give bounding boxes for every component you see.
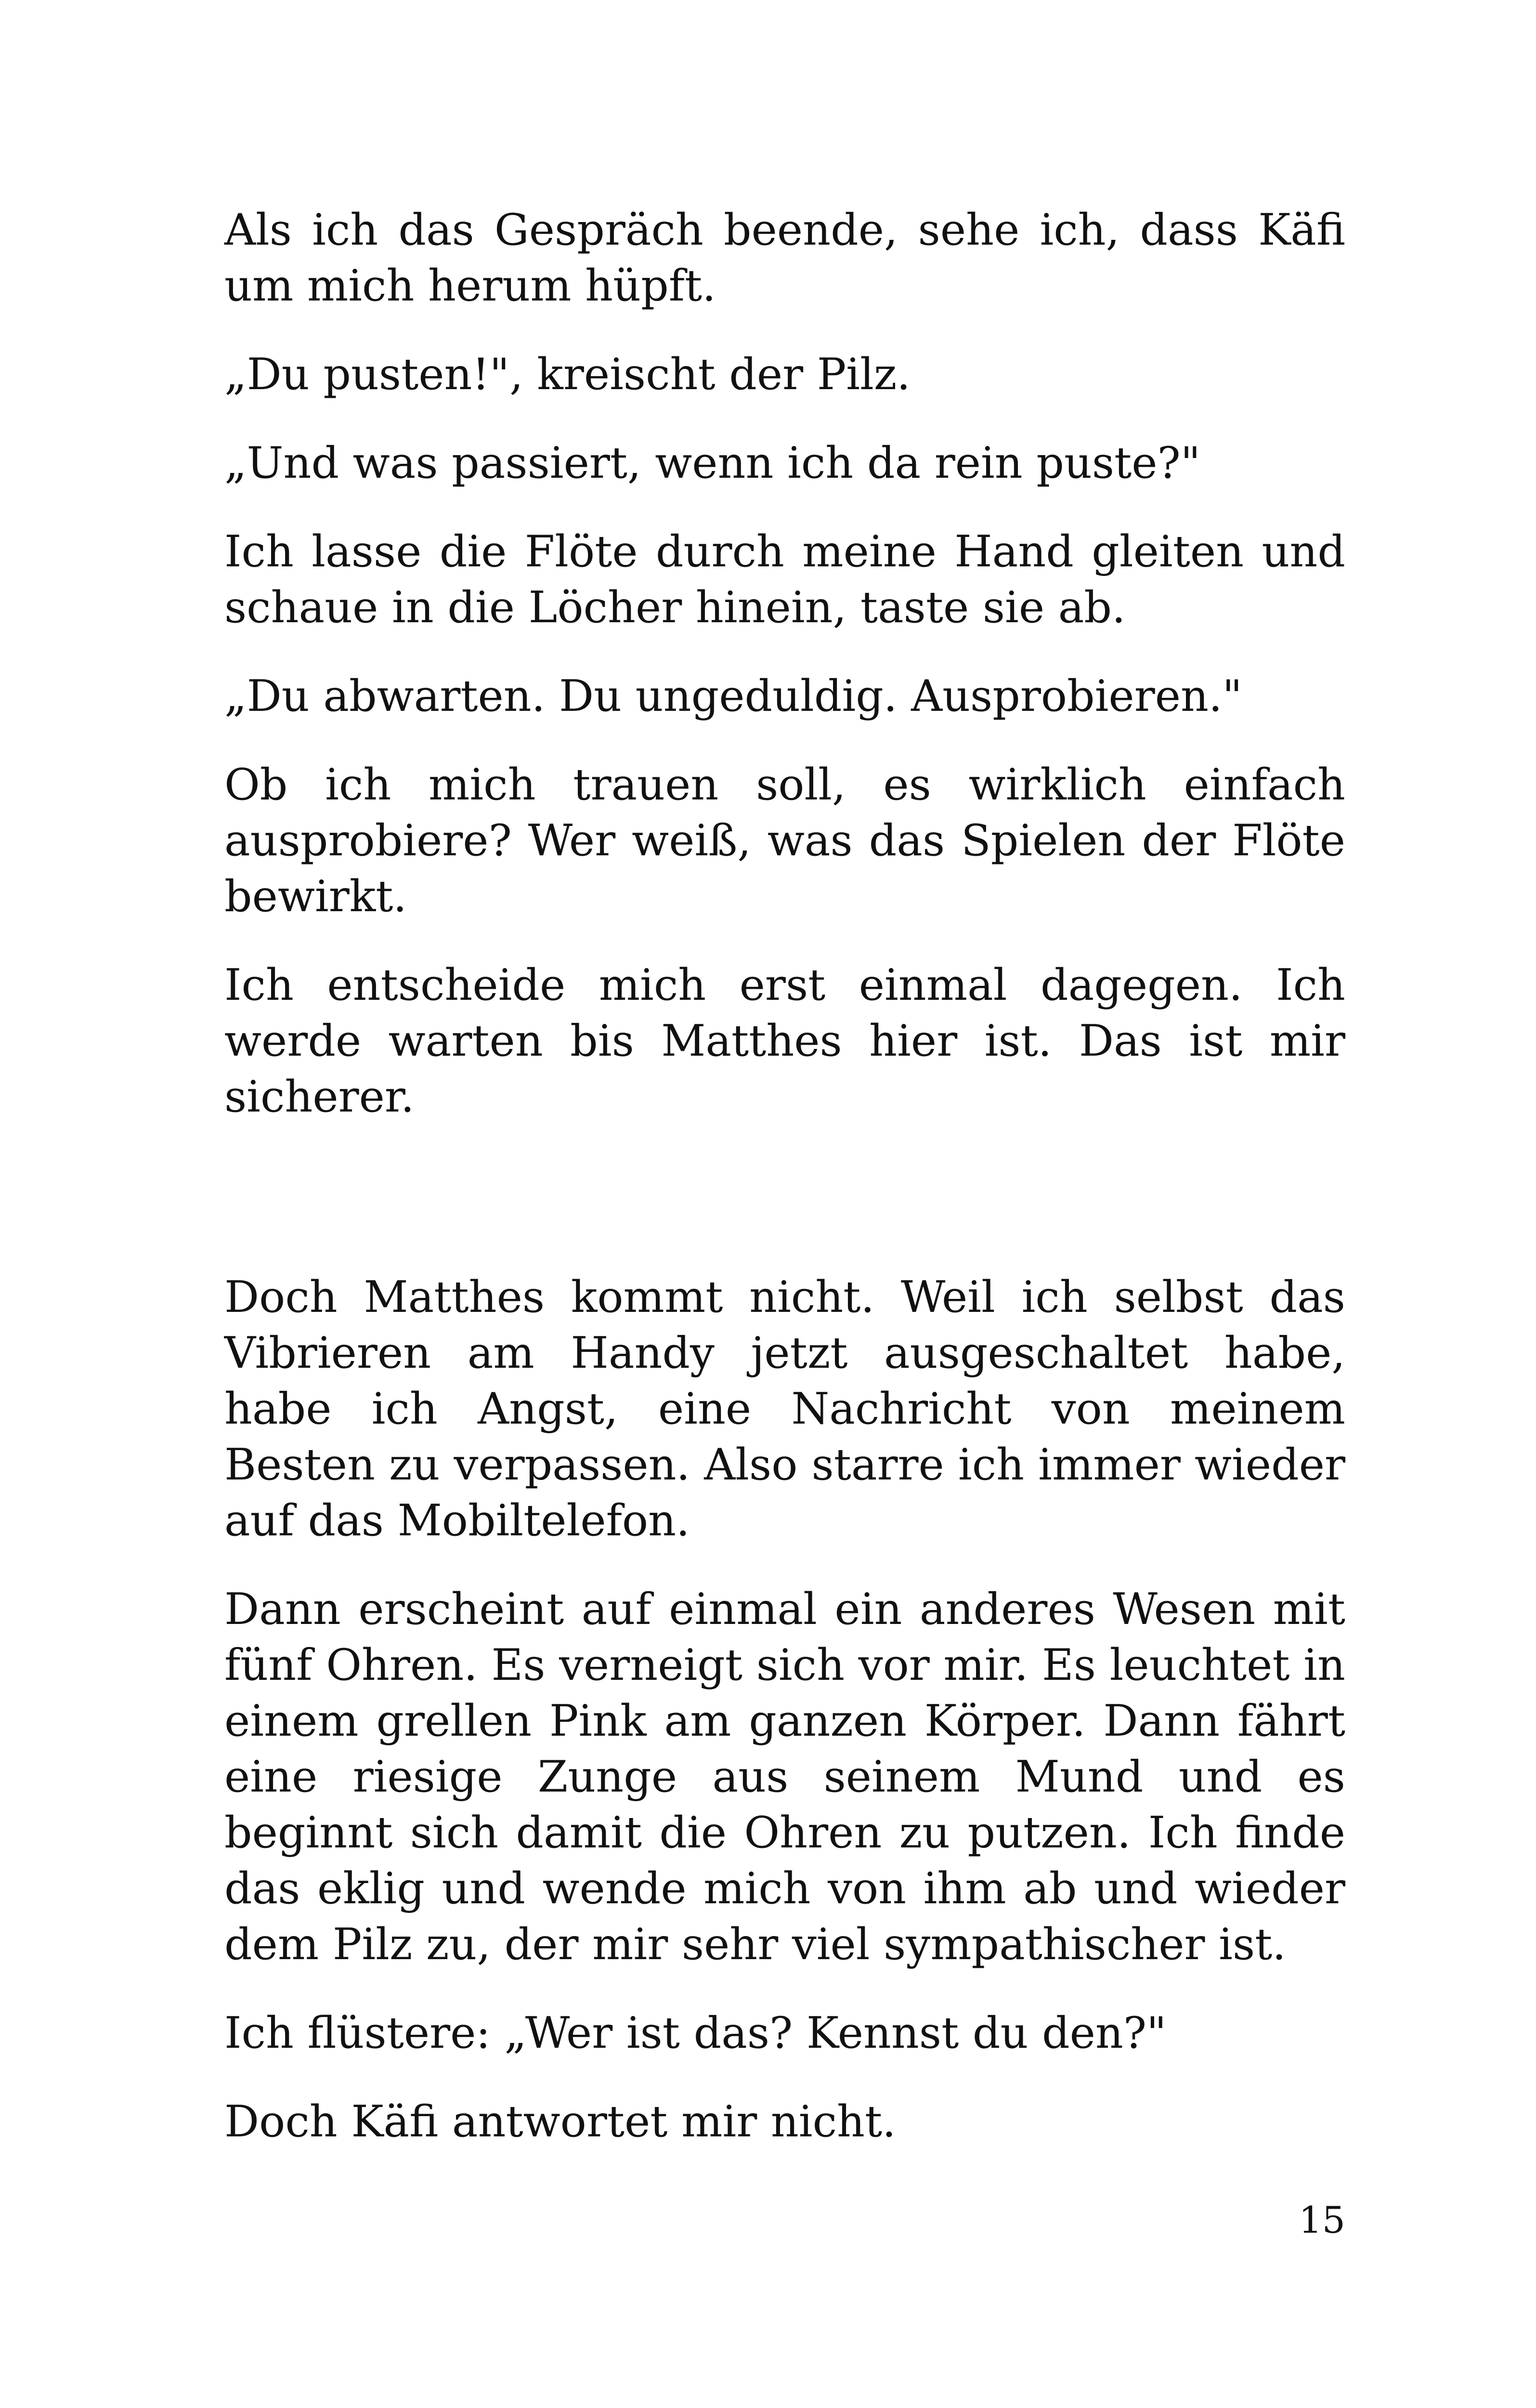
body-text	[224, 202, 1345, 2183]
scene-break	[224, 1158, 1345, 1269]
page-number: 15	[1299, 2199, 1345, 2241]
paragraph: „Und was passiert, wenn ich da rein puste?"	[224, 438, 1201, 488]
paragraph: Doch Käfi antwortet mir nicht.	[224, 2096, 896, 2147]
paragraph: Doch Matthes kommt nicht. Weil ich selbst das Vibrieren am Handy jetzt ausgeschaltet habe, habe ich Angst, eine Nachricht von meinem Besten zu verpassen. Also starre ich immer wieder auf das Mobiltelefon.	[224, 1272, 1345, 1546]
paragraph: Ich flüstere: „Wer ist das? Kennst du den?"	[224, 2008, 1167, 2058]
paragraph: „Du pusten!", kreischt der Pilz.	[224, 349, 911, 400]
paragraph: „Du abwarten. Du ungeduldig. Ausprobieren."	[224, 671, 1242, 721]
paragraph: Ich lasse die Flöte durch meine Hand gleiten und schaue in die Löcher hinein, taste sie ab.	[224, 526, 1345, 633]
paragraph: Dann erscheint auf einmal ein anderes Wesen mit fünf Ohren. Es verneigt sich vor mir. Es leuchtet in einem grellen Pink am ganzen Körper. Dann fährt eine riesige Zunge aus seinem Mund und es beginnt sich damit die Ohren zu putzen. Ich finde das eklig und wende mich von ihm ab und wieder dem Pilz zu, der mir sehr viel sympathischer ist.	[224, 1584, 1345, 1970]
paragraph: Ich entscheide mich erst einmal dagegen. Ich werde warten bis Matthes hier ist. Das ist mir sicherer.	[224, 960, 1345, 1122]
paragraph: Als ich das Gespräch beende, sehe ich, dass Käfi um mich herum hüpft.	[224, 205, 1345, 311]
paragraph: Ob ich mich trauen soll, es wirklich einfach ausprobiere? Wer weiß, was das Spielen der Flöte bewirkt.	[224, 759, 1345, 922]
